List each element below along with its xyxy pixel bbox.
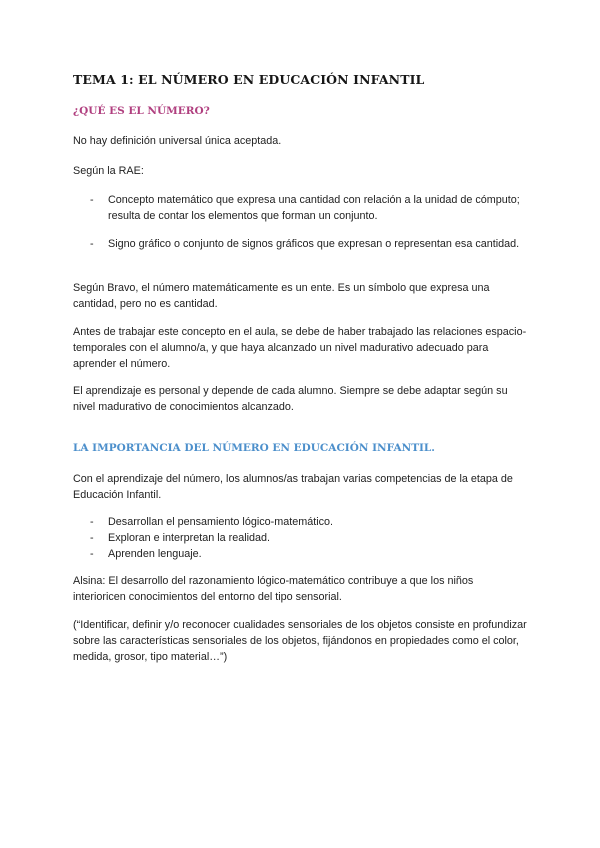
paragraph-quote: (“Identificar, definir y/o reconocer cualidades sensoriales de los objetos consiste en profundizar sobre las características sensoriales de los objetos, fijándonos en propiedades como el color, medida, grosor, tipo material…”): [73, 619, 527, 663]
rae-definitions-list-2: [73, 236, 528, 252]
list-item: [73, 546, 528, 562]
section-heading-importancia: LA IMPORTANCIA DEL NÚMERO EN EDUCACIÓN INFANTIL.: [73, 442, 435, 454]
bullet-dash: -: [90, 548, 94, 560]
competencies-list: [73, 514, 528, 562]
section-heading-que-es: ¿QUÉ ES EL NÚMERO?: [73, 105, 210, 117]
bullet-dash: -: [90, 238, 94, 250]
bullet-dash: -: [90, 194, 94, 206]
list-item: [73, 530, 528, 546]
document-title: TEMA 1: EL NÚMERO EN EDUCACIÓN INFANTIL: [73, 72, 425, 87]
list-item-text: Exploran e interpretan la realidad.: [108, 532, 271, 544]
paragraph-before-work: Antes de trabajar este concepto en el aula, se debe de haber trabajado las relaciones espacio-temporales con el alumno/a, y que haya alcanzado un nivel madurativo adecuado para aprender el número.: [73, 326, 527, 370]
list-item: [73, 236, 528, 252]
list-item-text: Desarrollan el pensamiento lógico-matemático.: [108, 516, 334, 528]
paragraph-bravo: Según Bravo, el número matemáticamente es un ente. Es un símbolo que expresa una cantidad, pero no es cantidad.: [73, 282, 490, 310]
rae-definitions-list: [73, 192, 528, 224]
list-item: [73, 514, 528, 530]
paragraph-alsina: Alsina: El desarrollo del razonamiento lógico-matemático contribuye a que los niños interioricen conocimientos del entorno del tipo sensorial.: [73, 575, 474, 603]
list-item-text: Aprenden lenguaje.: [108, 548, 202, 560]
list-item-text: Concepto matemático que expresa una cantidad con relación a la unidad de cómputo; resulta de contar los elementos que forman un conjunto.: [108, 194, 520, 222]
list-item-text: Signo gráfico o conjunto de signos gráficos que expresan o representan esa cantidad.: [108, 238, 520, 250]
bullet-dash: -: [90, 532, 94, 544]
paragraph-definition: No hay definición universal única aceptada.: [73, 135, 282, 147]
paragraph-learning: El aprendizaje es personal y depende de cada alumno. Siempre se debe adaptar según su nivel madurativo de conocimientos alcanzado.: [73, 385, 508, 413]
bullet-dash: -: [90, 516, 94, 528]
paragraph-rae-intro: Según la RAE:: [73, 165, 144, 177]
paragraph-competencies: Con el aprendizaje del número, los alumnos/as trabajan varias competencias de la etapa de Educación Infantil.: [73, 473, 513, 501]
list-item: [73, 192, 528, 224]
